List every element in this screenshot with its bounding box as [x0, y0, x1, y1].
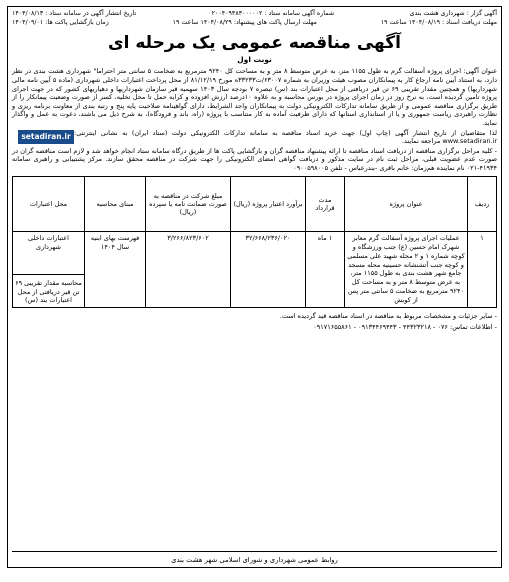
cell-funding — [13, 232, 85, 308]
col-header-duration: مدت قرارداد — [306, 177, 345, 232]
col-header-guarantee: مبلغ شرکت در مناقصه به صورت ضمانت نامه یا سپرده (ریال) — [146, 177, 231, 232]
cell-project-title: عملیات اجرای پروژه آسفالت گرم معابر شهرک امام حسین (ع) جنب ورزشگاه و کوچه شماره ۱ و ۲ محله شهید علی مسلمی و کوچه جنب آتشنشانه حسینیه محله مسجد جامع شهر هشت بندی به طول ۱۱۵۵ متر، به عرض متوسط ۸ متر و به مساحت کل ۹۲۴۰ مترمربع به ضخامت ۵ سانتی متر پس از کوبش — [345, 232, 468, 308]
col-header-row-number: ردیف — [468, 177, 497, 232]
header-meta-row-1 — [12, 10, 497, 18]
contact-info: - اطلاعات تماس: ۰۷۶ - ۴۴۳۲۳۲۱۸ - ۰۹۱۳۴۴۶۹۴۴۳ - ۰۹۱۷۱۶۵۵۸۶۱ — [313, 323, 497, 332]
receive-deadline-label: مهلت دریافت اسناد : ۱۴۰۴/۰۸/۱۹ ساعت ۱۹ — [380, 18, 497, 26]
funding-source-bitumen: محاسبه مقدار تقریبی ۶۹ تن قیر دریافتی از محل اعتبارات بند (س) — [15, 278, 82, 305]
footer-divider — [12, 551, 497, 552]
table-header-row — [13, 177, 497, 232]
col-header-project-title: عنوان پروژه — [345, 177, 468, 232]
tender-notice — [7, 6, 502, 568]
advertiser-label: آگهی گزار : شهرداری هشت بندی — [409, 10, 497, 17]
col-header-basis: مبنای محاسبه — [85, 177, 146, 232]
tender-table — [12, 176, 497, 308]
cell-basis: فهرست بهای ابنیه سال ۱۴۰۴ — [85, 232, 146, 308]
funding-source-internal: اعتبارات داخلی شهرداری — [27, 234, 69, 252]
col-header-funding: محل اعتبارات — [13, 177, 85, 232]
cell-duration: ۱ ماه — [306, 232, 345, 308]
cell-row-number: ۱ — [468, 232, 497, 308]
publish-date-label: تاریخ انتشار آگهی در سامانه ستاد : ۱۴۰۴/۰۸/۱۳ — [12, 10, 137, 17]
col-header-estimate: برآورد اعتبار پروژه (ریال) — [231, 177, 306, 232]
header-meta-row-2 — [12, 19, 497, 27]
notice-body-paragraph-1: عنوان آگهی: اجرای پروژه آسفالت گرم به طول ۱۱۵۵ متر، به عرض متوسط ۸ متر و به مساحت کل ۹۲۴۰ مترمربع به ضخامت ۵ سانتی متر احتراما" شهرداری هشت بندی در نظر دارد، به استناد آیین نامه ارجاع کار به پیمانکاران مصوب هیئت وزیران به شماره ۶۳۰۰۷/ت۳۳۲۳۳ه مورخ ۸۱/۱۲/۱۹ از محل پرداخت اعتبارات داخلی شهرداری (ماده ۵ آیین نامه مالی شهرداریها) و همچنین مقدار تقریبی ۶۹ تن قیر دریافتی از محل اعتبارات بند (س) تبصره ۷ بودجه سال ۱۴۰۳ سهمیه قیر سازمان شهرداریها و دهیاریهای کشور که در جهت اجرای پروژه تامین گردیده است، به نرخ روز در زمان اجرای پروژه در بورس محاسبه و به علاوه ۱۰درصد ارزش افزوده و کرایه حمل تا محل تخلیه، کسر از صورت وضعیت پیمانکار را از طریق برگزاری مناقصه عمومی و از طریق سامانه تدارکات الکترونیکی دولت به پیمانکاران واجد الشرایط، دارای گواهینامه صلاحیت پایه پنج و رتبه بندی از معاونت برنامه ریزی و نظارت راهبردی ریاست جمهوری و یا از استانداری استانها که دارای ظرفیت آماده به کار متناسب با پروژه (راه، باند و فرودگاه)، به شرح ذیل می باشند، دعوت به عمل و واگذار نماید. — [12, 67, 498, 127]
notice-round: نوبت اول — [237, 55, 272, 65]
cell-guarantee: ۳/۲۶۶/۸۲۳/۶۰۲ — [146, 232, 231, 308]
cell-estimate: ۳۲/۶۶۸/۲۳۶/۰۲۰ — [231, 232, 306, 308]
notice-title: آگهی مناقصه عمومی یک مرحله ای — [108, 32, 401, 53]
funding-divider — [13, 274, 84, 275]
submit-deadline-label: مهلت ارسال پاکت های پیشنهاد: ۱۴۰۴/۰۸/۲۹ ساعت ۱۹ — [172, 18, 317, 26]
opening-date-label: زمان بازگشایی پاکت ها: ۱۴۰۴/۰۹/۰۱ — [12, 18, 109, 26]
notice-body-paragraph-2: لذا متقاضیان از تاریخ انتشار آگهی (چاپ اول) جهت خرید اسناد مناقصه به سامانه تدارکات الکترونیکی دولت (ستاد ایران) به نشانی اینترنتی: www.setadiran.ir مراجعه نمایند. — [74, 128, 497, 146]
setadiran-logo: setadiran.ir — [18, 130, 74, 144]
table-row — [13, 232, 497, 308]
notice-note: - سایر جزئیات و مشخصات مربوط به مناقصه در اسناد مناقصه قید گردیده است. — [279, 312, 497, 321]
setad-number-label: شماره آگهی سامانه ستاد : ۲۰۰۴۰۹۳۸۳۰۰۰۰۰۲ — [211, 10, 335, 17]
notice-footer: روابط عمومی شهرداری و شورای اسلامی شهر هشت بندی — [171, 555, 338, 564]
notice-body-paragraph-3: - کلیه مراحل برگزاری مناقصه از دریافت اسناد مناقصه تا ارائه پیشنهاد مناقصه گران و بازگشایی پاکت ها از طریق درگاه سامانه ستاد انجام خواهد شد و لازم است مناقصه گران در صورت عدم عضویت قبلی، مراحل ثبت نام در سایت مذکور و دریافت گواهی امضای الکترونیکی را جهت شرکت در مناقصه محقق سازند. مرکز پشتیبانی و راهبری سامانه ۴۱۹۳۴-۰۲۱ نام نماینده هم‌زمان: خانم باقری -بندرعباس - تلفن ۰۹۰۰۵۹۸۰۰۵ — [12, 146, 497, 172]
